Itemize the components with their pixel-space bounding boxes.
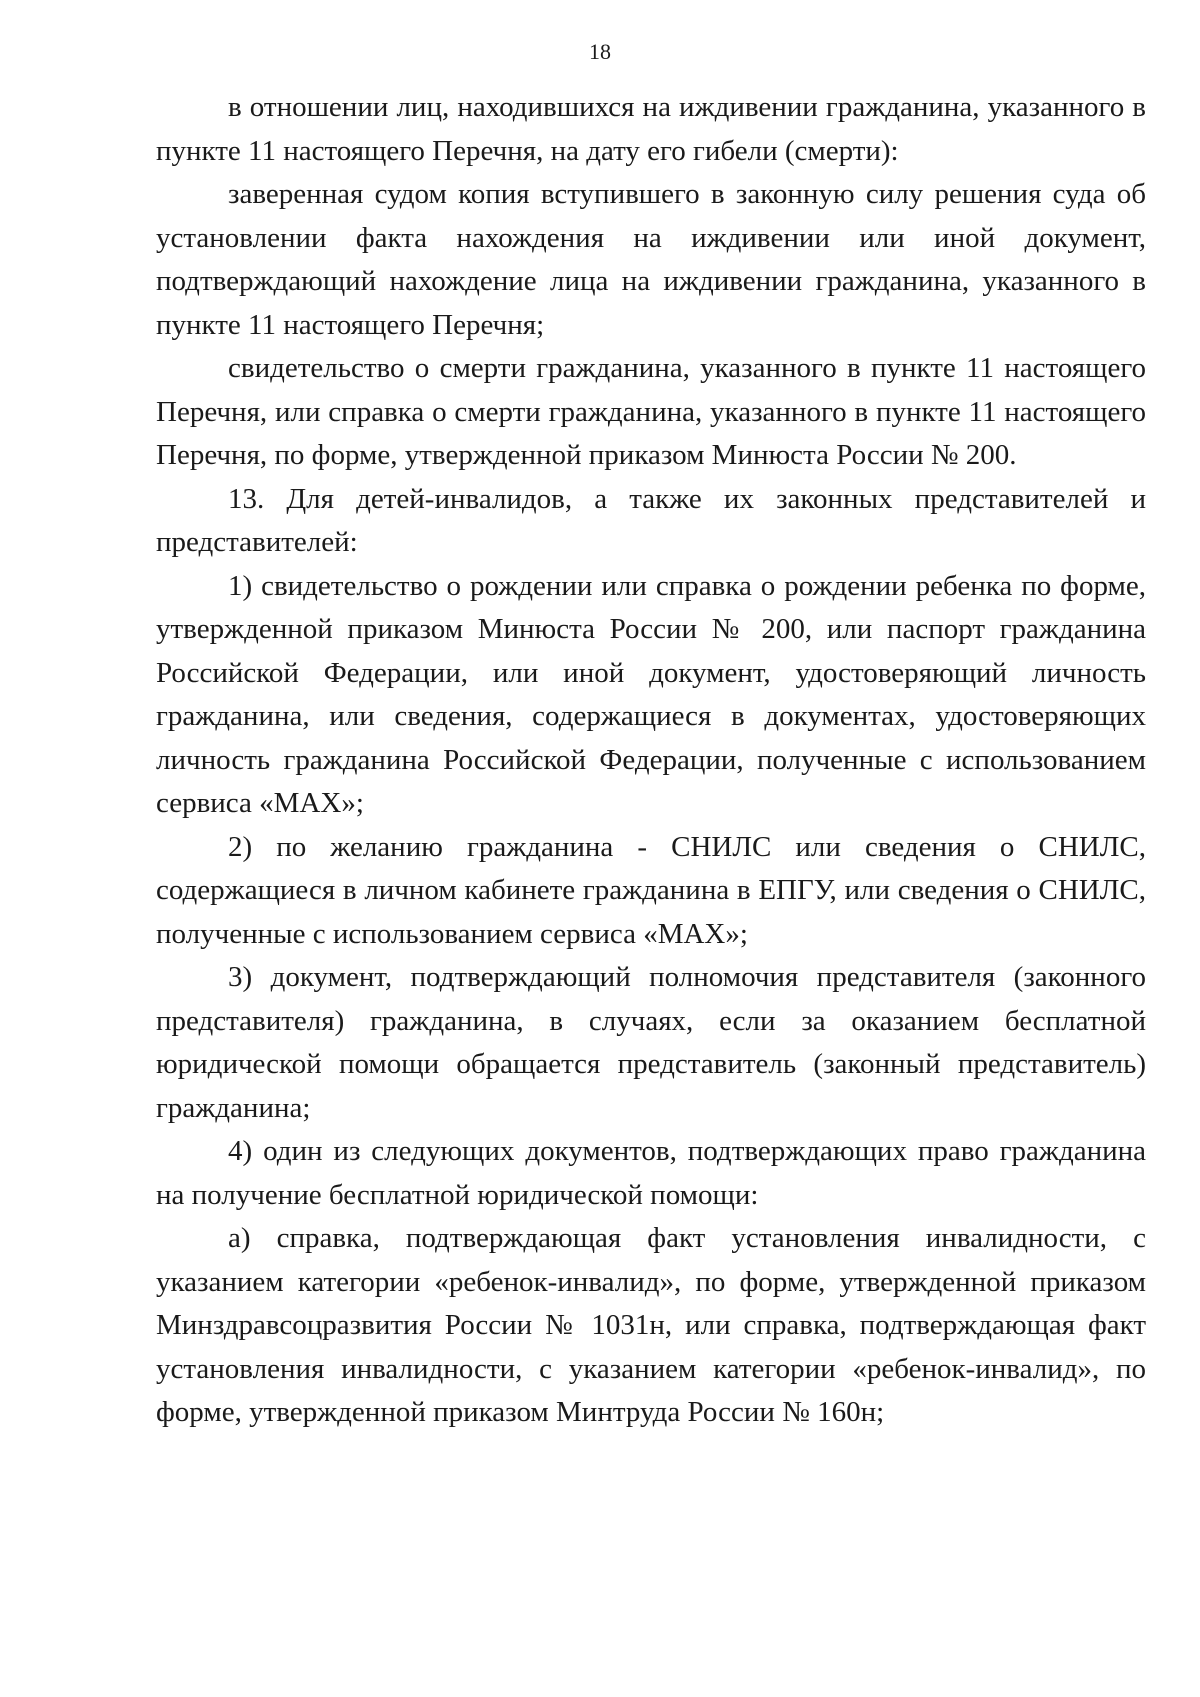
paragraph-subitem-1: 1) свидетельство о рождении или справка о рождении ребенка по форме, утвержденной приказом Минюста России № 200, или паспорт гражданина Российской Федерации, или иной документ, удостоверяющий личность гражданина, или сведения, содержащиеся в документах, удостоверяющих личность гражданина Российской Федерации, полученные с использованием сервиса «MAX»; — [156, 569, 1146, 819]
paragraph-death-certificate: свидетельство о смерти гражданина, указанного в пункте 11 настоящего Перечня, или справка о смерти гражданина, указанного в пункте 11 настоящего Перечня, по форме, утвержденной приказом Минюста России № 200. — [156, 352, 1146, 471]
paragraph-item-13-heading: 13. Для детей-инвалидов, а также их законных представителей и представителей: — [156, 482, 1146, 558]
paragraph-subitem-4a: а) справка, подтверждающая факт установления инвалидности, с указанием категории «ребенок-инвалид», по форме, утвержденной приказом Минздравсоцразвития России № 1031н, или справка, подтверждающая факт установления инвалидности, с указанием категории «ребенок-инвалид», по форме, утвержденной приказом Минтруда России № 160н; — [156, 1222, 1146, 1428]
document-body — [156, 86, 1146, 1435]
paragraph-subitem-4: 4) один из следующих документов, подтверждающих право гражданина на получение бесплатной юридической помощи: — [156, 1135, 1146, 1211]
paragraph-subitem-2: 2) по желанию гражданина - СНИЛС или сведения о СНИЛС, содержащиеся в личном кабинете гражданина в ЕПГУ, или сведения о СНИЛС, полученные с использованием сервиса «MAX»; — [156, 830, 1146, 950]
page-number: 18 — [589, 39, 611, 64]
paragraph-dependents-intro: в отношении лиц, находившихся на иждивении гражданина, указанного в пункте 11 настоящего Перечня, на дату его гибели (смерти): — [156, 91, 1146, 167]
paragraph-subitem-3: 3) документ, подтверждающий полномочия представителя (законного представителя) гражданина, в случаях, если за оказанием бесплатной юридической помощи обращается представитель (законный представитель) гражданина; — [156, 961, 1146, 1124]
paragraph-court-decision: заверенная судом копия вступившего в законную силу решения суда об установлении факта нахождения на иждивении или иной документ, подтверждающий нахождение лица на иждивении гражданина, указанного в пункте 11 настоящего Перечня; — [156, 178, 1146, 341]
